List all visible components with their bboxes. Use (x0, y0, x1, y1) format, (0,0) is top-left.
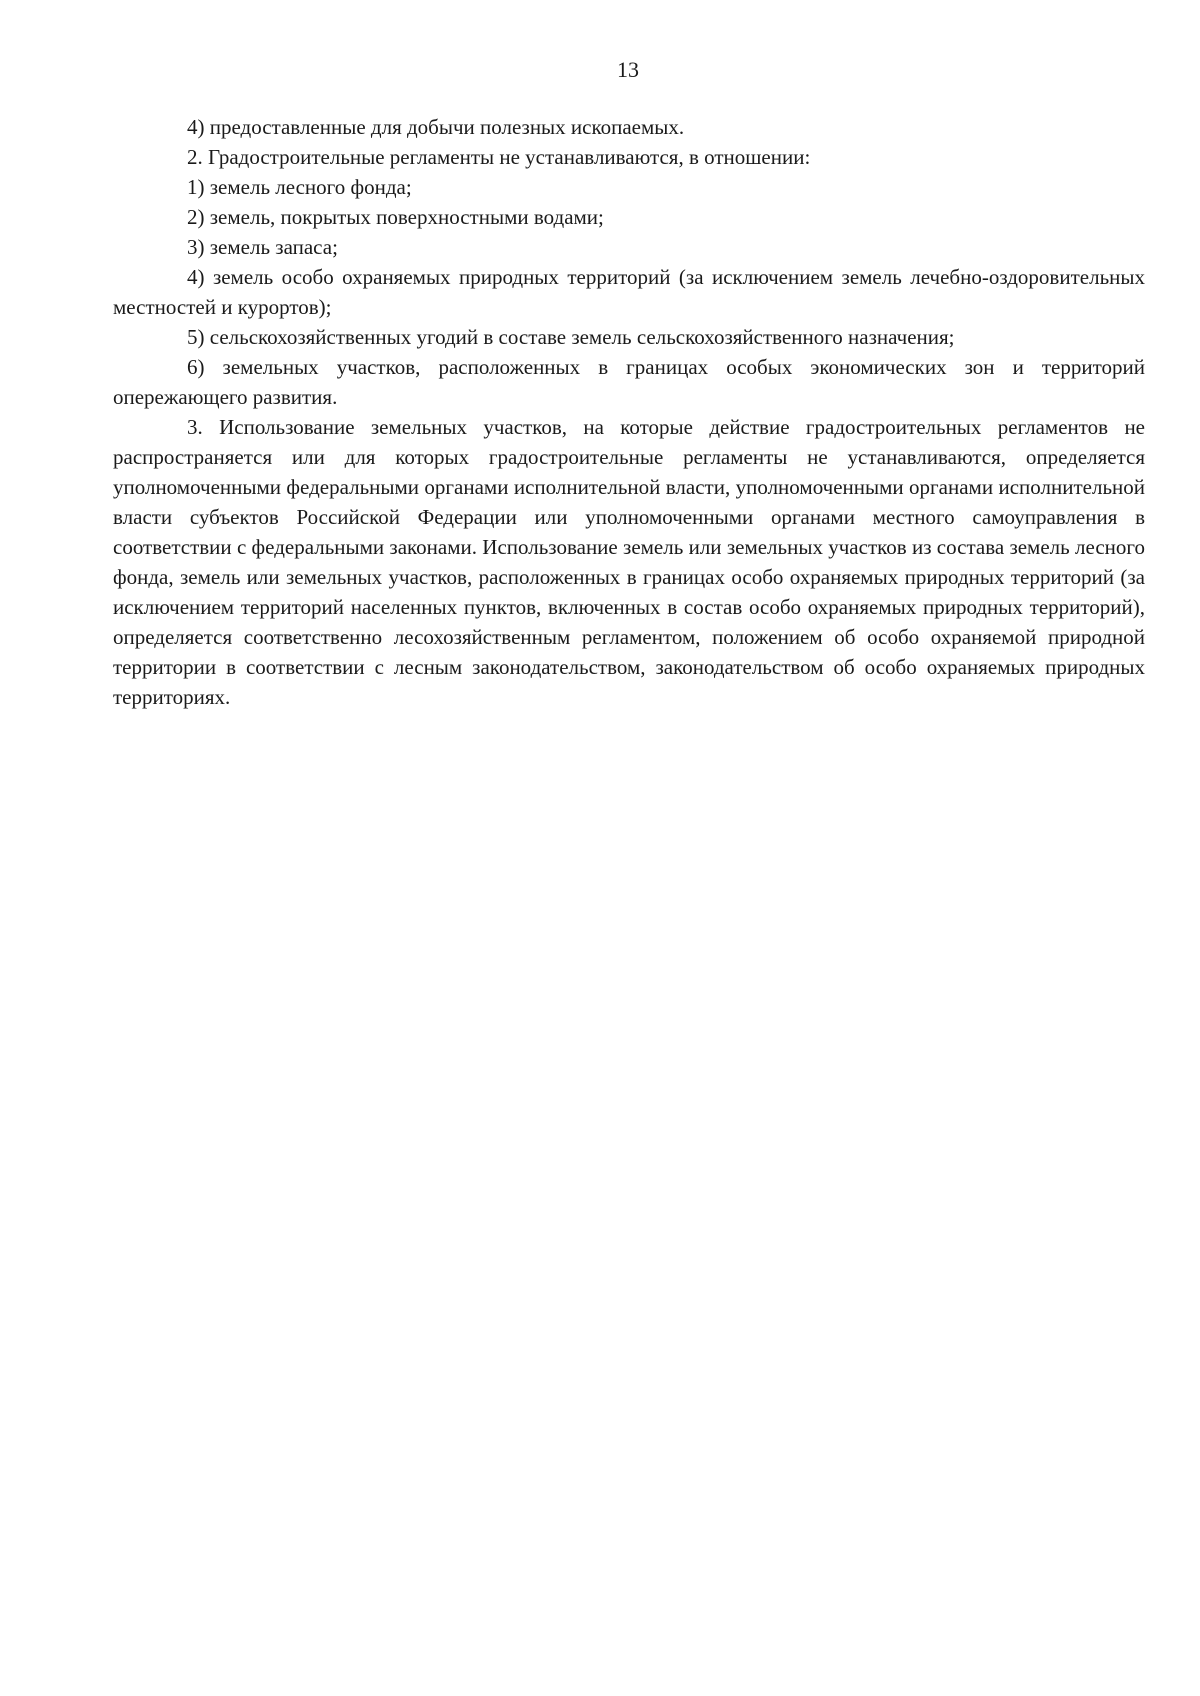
page-number: 13 (617, 57, 639, 82)
paragraph-item-6-economic-zones: 6) земельных участков, расположенных в границах особых экономических зон и территорий опережающего развития. (113, 355, 1145, 409)
paragraph-item-5-agricultural-lands: 5) сельскохозяйственных угодий в составе земель сельскохозяйственного назначения; (187, 325, 955, 349)
paragraph-item-3-reserve-lands: 3) земель запаса; (187, 235, 338, 259)
paragraph-item-4-mineral-extraction: 4) предоставленные для добычи полезных ископаемых. (187, 115, 685, 139)
paragraph-section-3-land-use: 3. Использование земельных участков, на которые действие градостроительных регламентов не распространяется или для которых градостроительные регламенты не устанавливаются, определяется уполномоченными федеральными органами исполнительной власти, уполномоченными органами исполнительной власти субъектов Российской Федерации или уполномоченными органами местного самоуправления в соответствии с федеральными законами. Использование земель или земельных участков из состава земель лесного фонда, земель или земельных участков, расположенных в границах особо охраняемых природных территорий (за исключением территорий населенных пунктов, включенных в состав особо охраняемых природных территорий), определяется соответственно лесохозяйственным регламентом, положением об особо охраняемой природной территории в соответствии с лесным законодательством, законодательством об особо охраняемых природных территориях. (113, 415, 1145, 709)
paragraph-section-2-heading: 2. Градостроительные регламенты не устанавливаются, в отношении: (187, 145, 811, 169)
paragraph-item-2-surface-waters: 2) земель, покрытых поверхностными водами; (187, 205, 604, 229)
document-body (113, 112, 1145, 712)
paragraph-item-4-protected-areas: 4) земель особо охраняемых природных территорий (за исключением земель лечебно-оздоровительных местностей и курортов); (113, 265, 1145, 319)
paragraph-item-1-forest-fund: 1) земель лесного фонда; (187, 175, 412, 199)
